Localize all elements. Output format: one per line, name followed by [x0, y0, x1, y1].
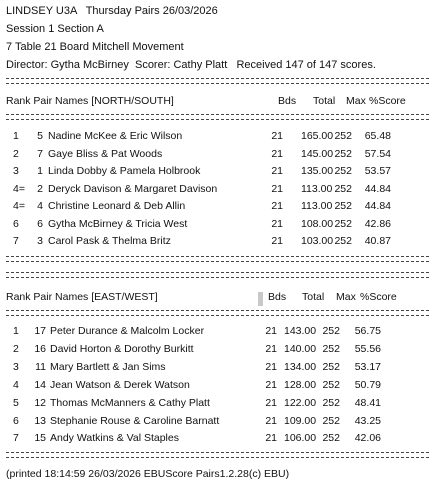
separator-rule	[6, 272, 429, 278]
max-cell: 252	[334, 147, 352, 160]
ns-col-max: Max	[346, 95, 366, 107]
ns-col-total: Total	[313, 95, 336, 107]
boards-cell: 21	[271, 200, 283, 212]
ew-col-max: Max	[336, 291, 356, 303]
max-cell: 252	[322, 396, 340, 409]
max-cell: 252	[322, 414, 340, 427]
ew-col-total: Total	[302, 291, 325, 303]
score-percent-cell: 40.87	[364, 235, 391, 247]
ns-column-headers	[0, 96, 435, 110]
pair-names-cell: Andy Watkins & Val Staples	[50, 432, 179, 445]
ew-col-bds: Bds	[268, 291, 287, 303]
result-row	[0, 362, 435, 376]
ns-title: Rank Pair Names [NORTH/SOUTH]	[6, 95, 174, 107]
pair-names-cell: Linda Dobby & Pamela Holbrook	[48, 165, 201, 177]
rank-cell: 3	[13, 165, 19, 177]
separator-rule	[6, 78, 429, 84]
result-row	[0, 433, 435, 447]
rank-cell: 6	[13, 414, 19, 427]
rank-cell: 7	[13, 432, 19, 445]
total-cell: 143.00	[284, 325, 317, 337]
ew-title: Rank Pair Names [EAST/WEST]	[6, 291, 158, 303]
header-club-event: LINDSEY U3A Thursday Pairs 26/03/2026	[6, 5, 218, 17]
rank-cell: 5	[13, 396, 19, 409]
boards-cell: 21	[271, 217, 283, 230]
pair-names-cell: Gytha McBirney & Tricia West	[48, 217, 188, 230]
boards-cell: 21	[271, 147, 283, 160]
score-percent-cell: 43.25	[354, 414, 381, 427]
max-cell: 252	[322, 378, 340, 391]
text-cursor	[258, 292, 263, 306]
result-row	[0, 166, 435, 180]
boards-cell: 21	[271, 182, 283, 195]
pair-number-cell: 16	[34, 342, 46, 355]
score-percent-cell: 56.75	[354, 325, 381, 337]
score-percent-cell: 50.79	[354, 378, 381, 391]
separator-rule	[6, 256, 429, 262]
max-cell: 252	[322, 325, 340, 337]
result-row	[0, 201, 435, 215]
total-cell: 128.00	[284, 378, 317, 391]
score-percent-cell: 53.17	[354, 360, 381, 373]
pair-names-cell: Thomas McManners & Cathy Platt	[50, 396, 210, 409]
result-row	[0, 131, 435, 145]
rank-cell: 1	[13, 130, 19, 142]
total-cell: 113.00	[301, 200, 333, 212]
result-row	[0, 326, 435, 340]
pair-names-cell: Jean Watson & Derek Watson	[50, 378, 190, 391]
score-percent-cell: 65.48	[364, 130, 391, 142]
score-percent-cell: 44.84	[364, 200, 391, 212]
max-cell: 252	[322, 360, 340, 373]
boards-cell: 21	[265, 378, 277, 391]
score-percent-cell: 55.56	[354, 342, 381, 355]
pair-names-cell: Mary Bartlett & Jan Sims	[50, 360, 166, 373]
max-cell: 252	[334, 182, 352, 195]
boards-cell: 21	[265, 414, 277, 427]
pair-number-cell: 6	[37, 217, 43, 230]
total-cell: 140.00	[284, 342, 317, 355]
boards-cell: 21	[271, 165, 283, 177]
separator-rule	[6, 114, 429, 120]
pair-number-cell: 3	[37, 235, 43, 247]
rank-cell: 4=	[13, 182, 25, 195]
pair-number-cell: 4	[37, 200, 43, 212]
total-cell: 122.00	[284, 396, 317, 409]
boards-cell: 21	[265, 432, 277, 445]
total-cell: 113.00	[301, 182, 333, 195]
pair-names-cell: Stephanie Rouse & Caroline Barnatt	[50, 414, 220, 427]
total-cell: 109.00	[284, 414, 317, 427]
pair-names-cell: David Horton & Dorothy Burkitt	[50, 342, 194, 355]
pair-names-cell: Christine Leonard & Deb Allin	[48, 200, 186, 212]
ew-col-score: %Score	[360, 291, 397, 303]
max-cell: 252	[334, 200, 352, 212]
pair-number-cell: 15	[34, 432, 46, 445]
result-row	[0, 236, 435, 250]
pair-number-cell: 12	[34, 396, 46, 409]
rank-cell: 4	[13, 378, 19, 391]
pair-names-cell: Deryck Davison & Margaret Davison	[48, 182, 218, 195]
pair-names-cell: Gaye Bliss & Pat Woods	[48, 147, 163, 160]
pair-number-cell: 14	[34, 378, 46, 391]
result-row	[0, 184, 435, 198]
rank-cell: 1	[13, 325, 19, 337]
result-row	[0, 344, 435, 358]
total-cell: 103.00	[301, 235, 334, 247]
score-percent-cell: 42.06	[354, 432, 381, 445]
pair-number-cell: 1	[37, 165, 43, 177]
max-cell: 252	[334, 130, 352, 142]
pair-number-cell: 17	[34, 325, 46, 337]
result-row	[0, 398, 435, 412]
boards-cell: 21	[265, 360, 277, 373]
separator-rule	[6, 310, 429, 316]
max-cell: 252	[322, 432, 340, 445]
pair-number-cell: 2	[37, 182, 43, 195]
max-cell: 252	[322, 342, 340, 355]
separator-rule	[6, 452, 429, 458]
max-cell: 252	[334, 217, 352, 230]
total-cell: 135.00	[301, 165, 334, 177]
score-percent-cell: 42.86	[364, 217, 391, 230]
max-cell: 252	[334, 235, 352, 247]
header-director-scorer: Director: Gytha McBirney Scorer: Cathy Platt Received 147 of 147 scores.	[6, 59, 376, 71]
ns-col-bds: Bds	[278, 95, 297, 107]
ns-col-score: %Score	[369, 95, 406, 107]
ew-column-headers	[0, 292, 435, 306]
pair-names-cell: Carol Pask & Thelma Britz	[48, 235, 171, 247]
rank-cell: 6	[13, 217, 19, 230]
pair-names-cell: Nadine McKee & Eric Wilson	[48, 130, 183, 142]
result-row	[0, 149, 435, 163]
rank-cell: 3	[13, 360, 19, 373]
header-session: Session 1 Section A	[6, 23, 104, 35]
total-cell: 145.00	[301, 147, 334, 160]
rank-cell: 4=	[13, 200, 25, 212]
score-percent-cell: 48.41	[354, 396, 381, 409]
boards-cell: 21	[265, 396, 277, 409]
rank-cell: 2	[13, 147, 19, 160]
boards-cell: 21	[265, 342, 277, 355]
score-percent-cell: 53.57	[364, 165, 391, 177]
total-cell: 165.00	[301, 130, 334, 142]
total-cell: 106.00	[284, 432, 317, 445]
rank-cell: 2	[13, 342, 19, 355]
print-footer: (printed 18:14:59 26/03/2026 EBUScore Pairs1.2.28(c) EBU)	[6, 468, 290, 480]
pair-number-cell: 13	[34, 414, 46, 427]
score-percent-cell: 44.84	[364, 182, 391, 195]
result-row	[0, 416, 435, 430]
result-row	[0, 219, 435, 233]
score-percent-cell: 57.54	[364, 147, 391, 160]
pair-number-cell: 7	[37, 147, 43, 160]
total-cell: 108.00	[301, 217, 334, 230]
header-movement: 7 Table 21 Board Mitchell Movement	[6, 41, 184, 53]
pair-names-cell: Peter Durance & Malcolm Locker	[50, 325, 205, 337]
boards-cell: 21	[271, 130, 283, 142]
rank-cell: 7	[13, 235, 19, 247]
result-row	[0, 380, 435, 394]
boards-cell: 21	[271, 235, 283, 247]
pair-number-cell: 11	[35, 360, 46, 373]
total-cell: 134.00	[284, 360, 317, 373]
pair-number-cell: 5	[37, 130, 43, 142]
max-cell: 252	[334, 165, 352, 177]
boards-cell: 21	[265, 325, 277, 337]
